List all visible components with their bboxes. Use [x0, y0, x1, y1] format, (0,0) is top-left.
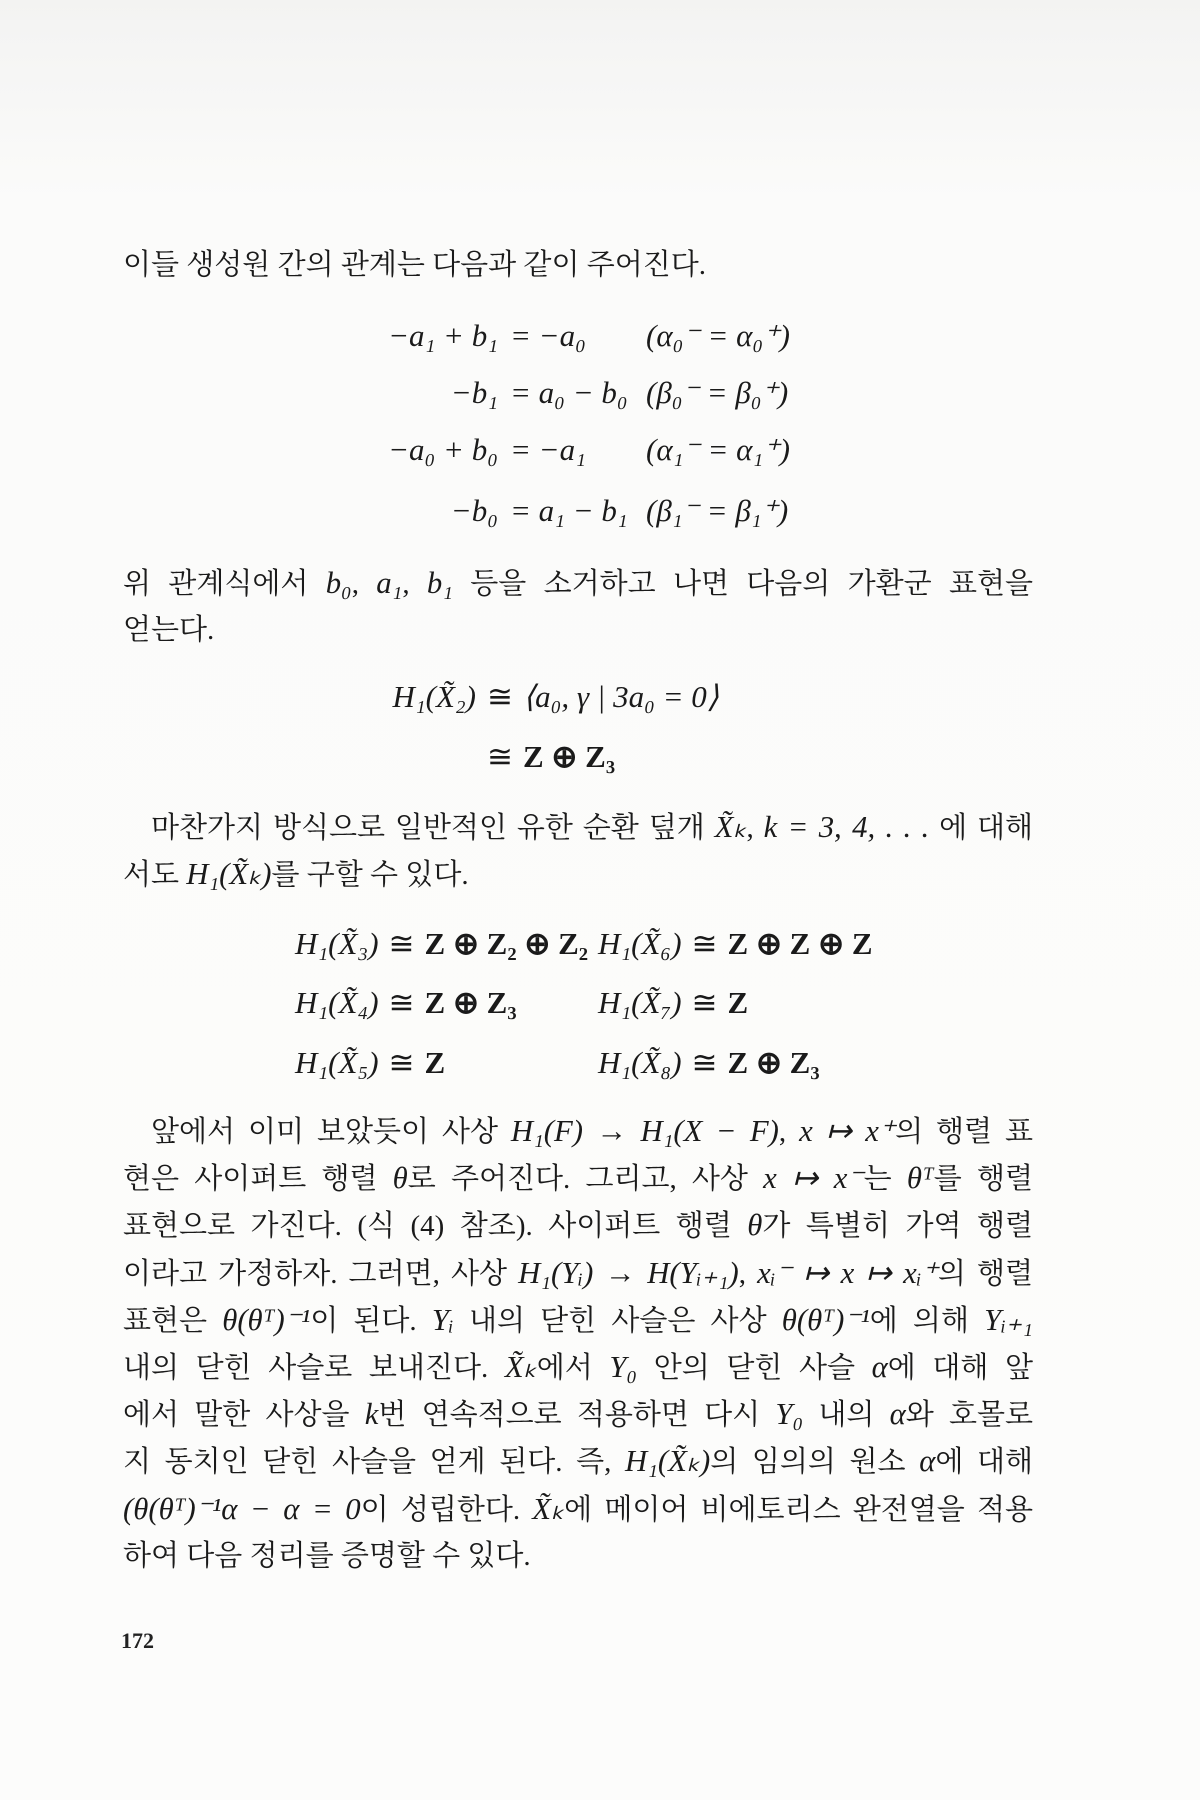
- text-run: 표현으로 가진다. (식 (4) 참조). 사이퍼트 행렬: [123, 1210, 748, 1243]
- text-run: 마찬가지 방식으로 일반적인 유한 순환 덮개: [151, 812, 715, 844]
- paragraph-seifert-matrix: [123, 1108, 1033, 1580]
- math-expression: Yᵢ: [431, 1302, 454, 1337]
- text-run: 이 성립한다.: [360, 1493, 533, 1526]
- math-expression: θ: [392, 1161, 408, 1196]
- relation-left-side: −a₁ + b₁: [388, 318, 498, 353]
- homology-value: Z: [424, 1045, 446, 1080]
- math-expression: Y₀: [609, 1349, 638, 1384]
- text-run: 현은 사이퍼트 행렬: [123, 1163, 393, 1196]
- homology-value: Z ⊕ Z₃: [424, 985, 517, 1020]
- relation-condition: (β₁⁻ = β₁⁺): [646, 493, 789, 528]
- isomorphism-symbol: ≅: [388, 926, 415, 962]
- homology-entry: [295, 1039, 445, 1087]
- text-run: ,: [778, 1116, 800, 1148]
- relation-left-side: −b₁: [450, 375, 498, 410]
- math-expression: a₁: [376, 566, 403, 600]
- homology-entry: [598, 920, 873, 968]
- homology-entry: [598, 1039, 820, 1087]
- paragraph-elimination: [123, 560, 1033, 654]
- text-run: ,: [351, 568, 377, 600]
- presentation-rhs: Z ⊕ Z₃: [522, 739, 616, 774]
- homology-group: H₁(X̃₃): [295, 926, 379, 961]
- text-run: 가 특별히 가역 행렬: [762, 1210, 1033, 1243]
- text-run: 안의 닫힌 사슬: [637, 1351, 872, 1384]
- text-run: 는: [863, 1163, 907, 1196]
- text-run: 표현은: [123, 1304, 223, 1337]
- math-expression: H₁(X̃ₖ): [186, 857, 272, 892]
- homology-group: H₁(X̃₄): [295, 985, 379, 1020]
- relation-condition: (α₁⁻ = α₁⁺): [646, 432, 790, 467]
- text-run: 에 대해: [935, 1446, 1034, 1479]
- homology-group: H₁(X̃₈): [598, 1045, 682, 1080]
- text-line: [123, 1202, 1033, 1249]
- math-expression: θᵀ: [906, 1161, 934, 1196]
- math-expression: b₁: [426, 566, 453, 600]
- text-run: ,: [738, 1257, 758, 1290]
- presentation-row: [0, 733, 1200, 781]
- text-line: [123, 560, 1033, 607]
- relation-right-side: = −a₀: [510, 318, 586, 353]
- math-expression: H₁(X̃ₖ): [625, 1444, 711, 1479]
- isomorphism-symbol: ≅: [691, 1045, 718, 1081]
- math-expression: Y₀: [775, 1397, 804, 1432]
- math-expression: H₁(F) → H₁(X − F): [510, 1114, 779, 1148]
- paragraph-cyclic-covers: [123, 804, 1033, 898]
- relation-condition: (β₀⁻ = β₀⁺): [646, 375, 789, 410]
- text-run: 의 행렬: [937, 1257, 1034, 1290]
- text-run: 위 관계식에서: [123, 568, 326, 600]
- isomorphism-symbol: ≅: [691, 926, 718, 962]
- text-run: 이들 생성원 간의 관계는 다음과 같이 주어진다.: [123, 249, 707, 281]
- text-line: [123, 1344, 1033, 1391]
- text-run: 로 주어진다. 그리고, 사상: [407, 1163, 764, 1196]
- text-run: ,: [746, 812, 764, 844]
- text-run: 내의 닫힌 사슬은 사상: [453, 1304, 782, 1337]
- relation-right-side: = a₁ − b₁: [510, 493, 628, 528]
- text-line: [123, 1108, 1033, 1155]
- homology-group: H₁(X̃₅): [295, 1045, 379, 1080]
- text-run: 등을 소거하고 나면 다음의 가환군 표현을: [452, 568, 1033, 600]
- text-run: 에 대해 앞: [887, 1351, 1034, 1384]
- isomorphism-symbol: ≅: [487, 739, 513, 775]
- relation-left-side: −a₀ + b₀: [388, 432, 498, 467]
- text-line: [123, 1533, 1033, 1580]
- text-run: 에 의해: [869, 1304, 985, 1337]
- presentation-lhs: H₁(X̃₂): [392, 679, 476, 714]
- relation-row: [0, 426, 1200, 474]
- relation-right-side: = a₀ − b₀: [510, 375, 628, 410]
- math-expression: X̃ₖ: [532, 1491, 565, 1526]
- homology-entry: [295, 920, 588, 968]
- math-expression: x ↦ x⁺: [799, 1114, 896, 1148]
- text-run: 에 대해: [929, 812, 1034, 844]
- homology-group: H₁(X̃₆): [598, 926, 682, 961]
- math-expression: b₀: [325, 566, 352, 600]
- isomorphism-symbol: ≅: [388, 1045, 415, 1081]
- text-run: 의 임의의 원소: [710, 1446, 920, 1479]
- text-run: 와 호몰로: [905, 1399, 1033, 1432]
- math-expression: θ(θᵀ)⁻¹: [222, 1302, 311, 1337]
- math-expression: xᵢ⁻ ↦ x ↦ xᵢ⁺: [757, 1255, 938, 1290]
- text-run: 내의: [803, 1399, 890, 1432]
- isomorphism-symbol: ≅: [691, 985, 718, 1021]
- relation-right-side: = −a₁: [510, 432, 586, 467]
- text-run: 에서 말한 사상을: [123, 1399, 365, 1432]
- text-run: 이 된다.: [310, 1304, 432, 1337]
- homology-entry: [295, 979, 517, 1027]
- math-expression: H₁(Yᵢ) → H(Yᵢ₊₁): [518, 1255, 739, 1290]
- homology-value: Z ⊕ Z₂ ⊕ Z₂: [424, 926, 589, 961]
- text-run: 하여 다음 정리를 증명할 수 있다.: [123, 1539, 531, 1572]
- text-line: [123, 607, 1033, 654]
- relation-left-side: −b₀: [450, 493, 498, 528]
- text-line: [123, 1438, 1033, 1485]
- math-expression: k = 3, 4, . . .: [763, 810, 930, 844]
- math-expression: α: [889, 1397, 906, 1432]
- isomorphism-symbol: ≅: [487, 679, 513, 715]
- math-expression: X̃ₖ: [504, 1349, 537, 1384]
- math-expression: α: [871, 1349, 888, 1384]
- homology-value: Z ⊕ Z₃: [727, 1045, 820, 1080]
- text-run: 이라고 가정하자. 그러면, 사상: [123, 1257, 519, 1290]
- text-run: 앞에서 이미 보았듯이 사상: [151, 1116, 511, 1148]
- presentation-rhs-group: [487, 733, 615, 781]
- text-line: [123, 851, 1033, 898]
- text-run: 내의 닫힌 사슬로 보내진다.: [123, 1351, 505, 1384]
- homology-value: Z ⊕ Z ⊕ Z: [727, 926, 873, 961]
- text-line: [123, 804, 1033, 851]
- text-line: [123, 1486, 1033, 1533]
- math-expression: X̃ₖ: [714, 810, 747, 844]
- relation-row: [0, 312, 1200, 360]
- math-expression: k: [364, 1397, 379, 1432]
- math-expression: x ↦ x⁻: [763, 1161, 864, 1196]
- text-run: ,: [402, 568, 427, 600]
- presentation-rhs: ⟨a₀, γ | 3a₀ = 0⟩: [522, 679, 719, 714]
- presentation-row: [0, 673, 1200, 721]
- math-expression: α: [919, 1444, 936, 1479]
- relation-row: [0, 369, 1200, 417]
- text-run: 를 행렬: [933, 1163, 1034, 1196]
- isomorphism-symbol: ≅: [388, 985, 415, 1021]
- text-run: 서도: [123, 859, 187, 892]
- text-line: [123, 1391, 1033, 1438]
- text-line: [123, 1250, 1033, 1297]
- text-run: 에 메이어 비에토리스 완전열을 적용: [564, 1493, 1033, 1526]
- text-run: 의 행렬 표: [895, 1116, 1034, 1148]
- text-run: 에서: [536, 1351, 610, 1384]
- text-line: [123, 1155, 1033, 1202]
- text-line: [123, 1297, 1033, 1344]
- homology-value: Z: [727, 985, 749, 1020]
- math-expression: θ: [747, 1208, 763, 1243]
- paragraph-relations-intro: [123, 242, 1033, 289]
- homology-entry: [598, 979, 748, 1027]
- text-line: [123, 242, 1033, 289]
- relation-row: [0, 487, 1200, 535]
- math-expression: θ(θᵀ)⁻¹: [781, 1302, 870, 1337]
- homology-group: H₁(X̃₇): [598, 985, 682, 1020]
- page-number: 172: [121, 1628, 154, 1653]
- math-expression: (θ(θᵀ)⁻¹α − α = 0: [123, 1491, 361, 1526]
- text-run: 얻는다.: [123, 614, 215, 647]
- text-run: 를 구할 수 있다.: [271, 859, 469, 892]
- text-run: 지 동치인 닫힌 사슬을 얻게 된다. 즉,: [123, 1446, 626, 1479]
- presentation-rhs-group: [487, 673, 719, 721]
- text-run: 번 연속적으로 적용하면 다시: [378, 1399, 776, 1432]
- relation-condition: (α₀⁻ = α₀⁺): [646, 318, 790, 353]
- math-expression: Yᵢ₊₁: [984, 1302, 1033, 1337]
